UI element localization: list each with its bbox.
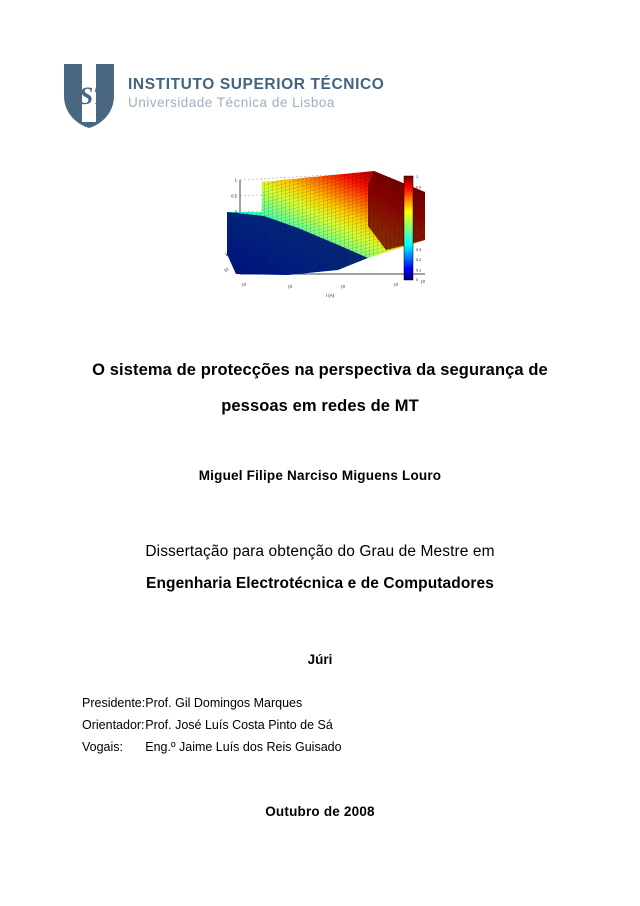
svg-text:0.7: 0.7 (416, 206, 422, 211)
svg-text:0: 0 (234, 209, 237, 215)
publication-date: Outubro de 2008 (265, 804, 375, 819)
degree-statement: Dissertação para obtenção do Grau de Mestre em (145, 543, 495, 560)
svg-text:0.5: 0.5 (231, 193, 237, 199)
svg-text:1: 1 (416, 175, 419, 179)
svg-text:10: 10 (286, 283, 293, 290)
document-title-line-2: pessoas em redes de MT (221, 397, 419, 415)
surface-plot (218, 166, 440, 314)
svg-text:0.1: 0.1 (416, 268, 422, 273)
document-title (50, 352, 590, 424)
ist-shield-icon (62, 62, 116, 130)
document-title-line-1: O sistema de protecções na perspectiva da segurança de (92, 361, 548, 379)
svg-text:0.4: 0.4 (416, 237, 422, 242)
author-name: Miguel Filipe Narciso Miguens Louro (198, 468, 442, 483)
jury-table (82, 696, 342, 762)
svg-text:10: 10 (223, 250, 231, 258)
svg-text:0.8: 0.8 (416, 195, 422, 200)
svg-text:0.9: 0.9 (416, 185, 422, 190)
jury-role: Orientador: (82, 718, 145, 732)
svg-text:0.6: 0.6 (416, 216, 422, 221)
ist-logo (62, 62, 384, 130)
logo-university-name: Universidade Técnica de Lisboa (128, 94, 335, 110)
x-axis-ticks (241, 278, 426, 289)
x-axis-label: I (A) (325, 293, 335, 298)
degree-program: Engenharia Electrotécnica e de Computadores (146, 575, 494, 592)
svg-text:0.5: 0.5 (416, 227, 422, 231)
svg-text:0: 0 (416, 278, 419, 282)
svg-text:10: 10 (240, 281, 247, 288)
svg-text:10: 10 (419, 278, 426, 285)
jury-role: Presidente: (82, 696, 146, 710)
jury-member-name: Prof. Gil Domingos Marques (145, 696, 303, 710)
cover-figure (218, 166, 440, 314)
jury-row (82, 718, 342, 740)
svg-text:1: 1 (234, 177, 237, 183)
svg-text:0.3: 0.3 (416, 247, 422, 252)
jury-member-name: Prof. José Luís Costa Pinto de Sá (145, 718, 333, 732)
logo-institution-name: INSTITUTO SUPERIOR TÉCNICO (128, 76, 385, 93)
svg-text:10: 10 (222, 266, 230, 274)
svg-text:0.2: 0.2 (416, 258, 422, 263)
jury-row (82, 696, 342, 718)
degree-block (50, 543, 590, 593)
jury-heading: Júri (307, 652, 333, 667)
svg-text:10: 10 (225, 234, 233, 242)
jury-role: Vogais: (82, 740, 124, 754)
svg-text:10: 10 (339, 283, 346, 290)
jury-member-name: Eng.º Jaime Luís dos Reis Guisado (145, 740, 342, 754)
svg-text:10: 10 (392, 281, 399, 288)
jury-row (82, 740, 342, 762)
svg-text:10: 10 (228, 220, 236, 228)
svg-text:IST: IST (69, 83, 109, 110)
